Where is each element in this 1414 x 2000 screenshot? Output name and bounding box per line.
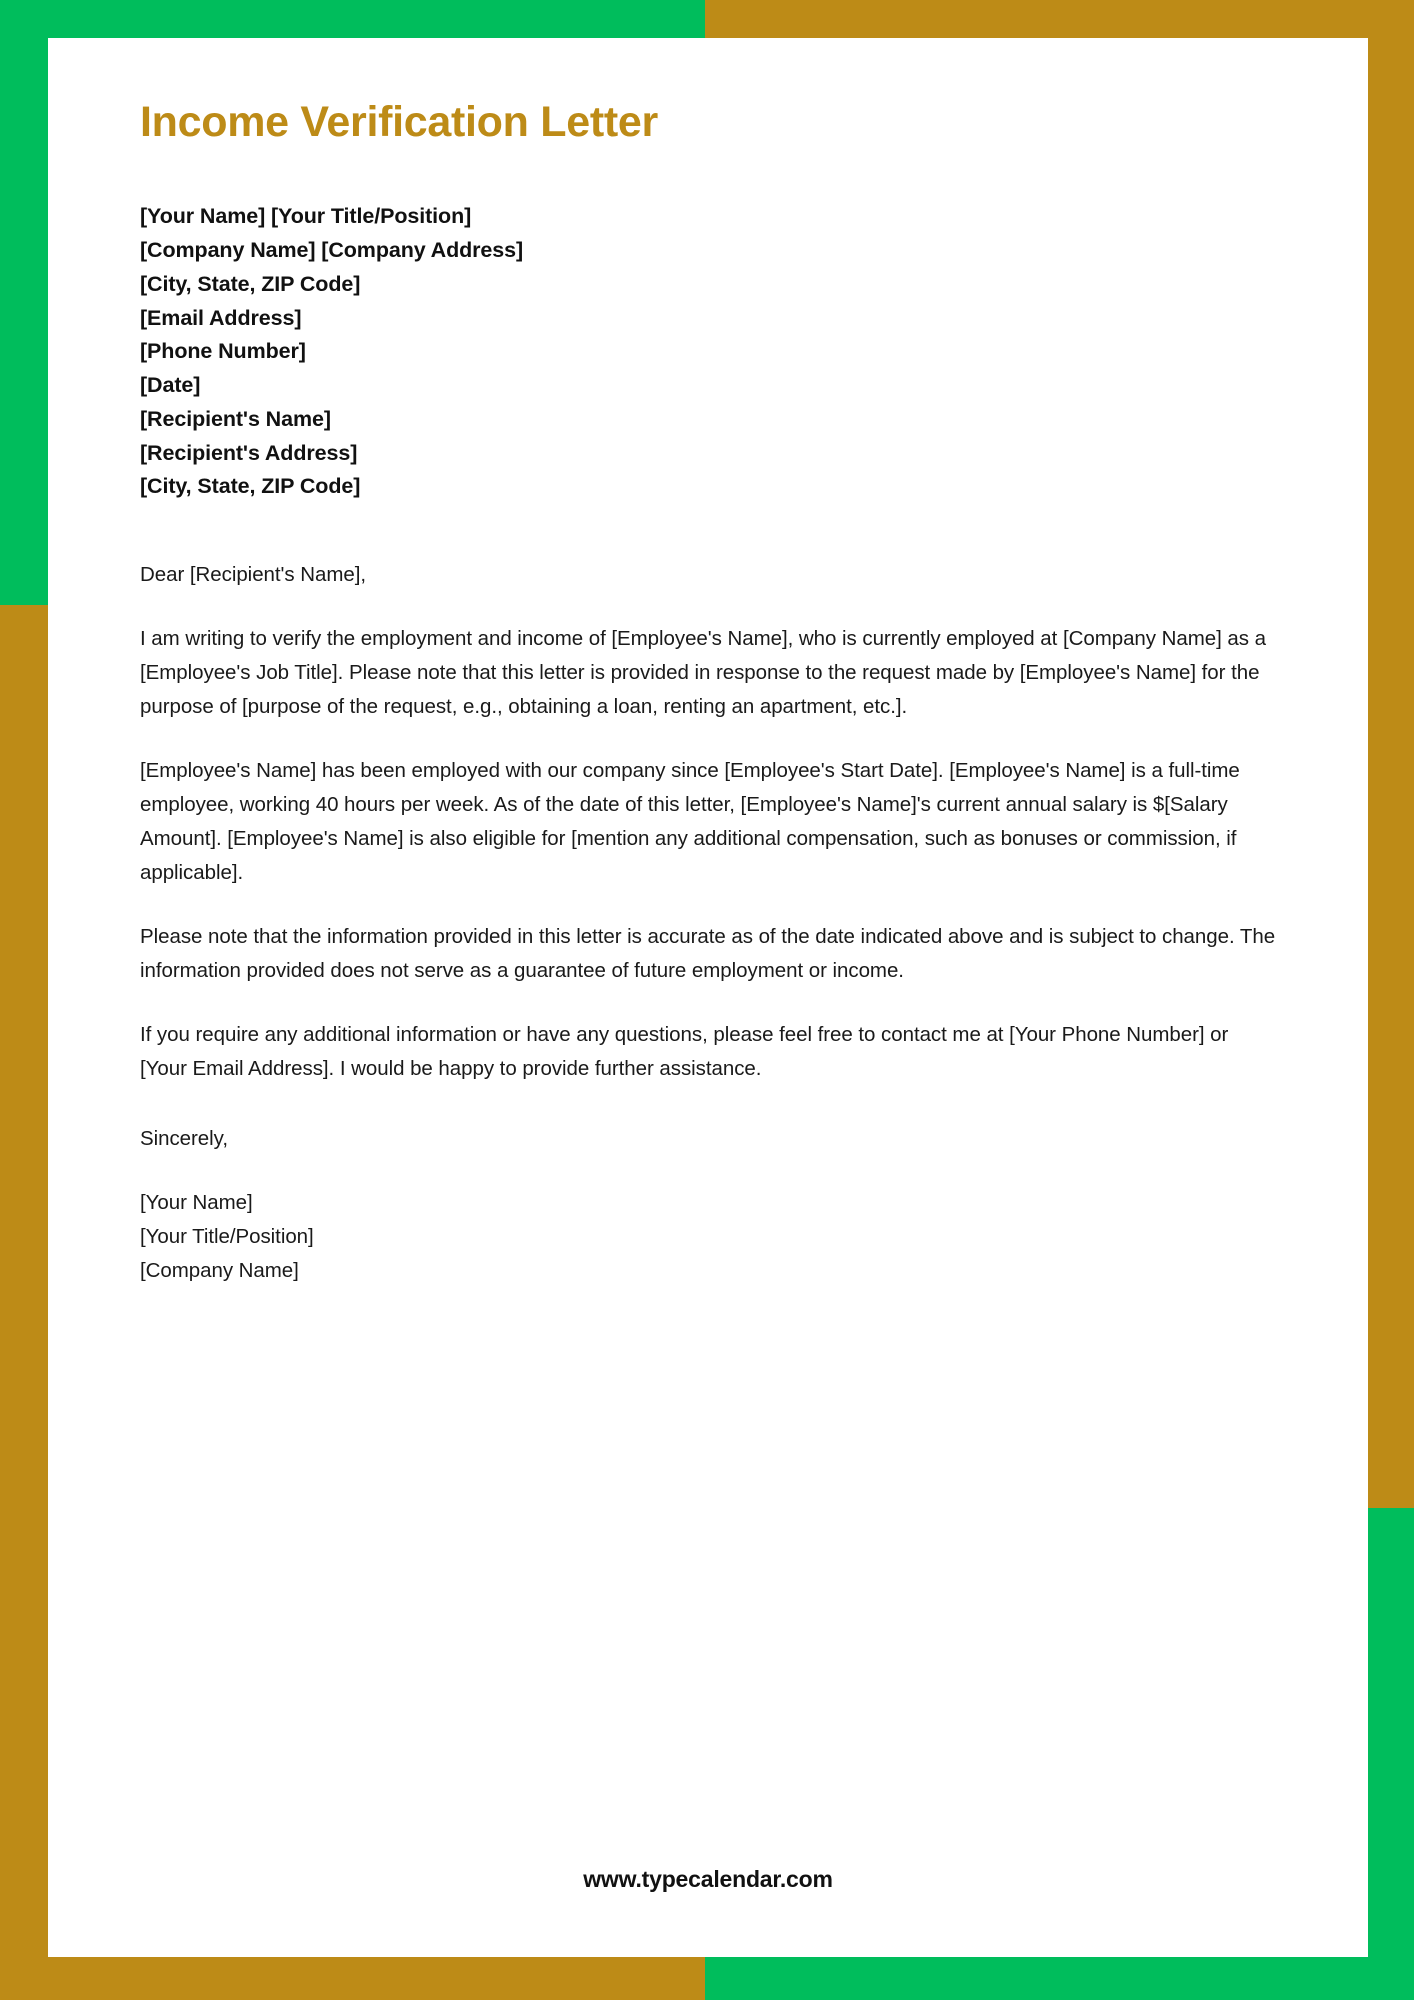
header-line-recipient-address: [Recipient's Address] [140,440,358,465]
letter-header-block [140,200,1276,504]
frame-band-top-green [0,0,705,38]
header-line-date: [Date] [140,373,201,398]
paragraph-2: [Employee's Name] has been employed with our company since [Employee's Start Date]. [Employee's Name] is a full-time employee, working 40 hours per week. As of the date of this letter, [Employee's Name]'s current annual salary is $[Salary Amount]. [Employee's Name] is also eligible for [mention any additional compensation, such as bonuses or commission, if applicable]. [140,759,1240,885]
header-line-sender-name: [Your Name] [Your Title/Position] [140,204,472,229]
closing: Sincerely, [140,1127,228,1151]
header-line-phone: [Phone Number] [140,339,306,364]
paragraph-4: If you require any additional information or have any questions, please feel free to contact me at [Your Phone Number] or [Your Email Address]. I would be happy to provide further assistance. [140,1023,1229,1081]
header-line-email: [Email Address] [140,305,302,330]
frame-band-right-gold [1368,0,1414,1508]
frame-band-right-green [1368,1508,1414,2000]
signature-name: [Your Name] [140,1191,253,1215]
header-line-recipient-name: [Recipient's Name] [140,406,331,431]
header-line-recipient-city: [City, State, ZIP Code] [140,474,361,499]
footer-website: www.typecalendar.com [583,1866,833,1892]
signature-block [140,1186,1276,1287]
header-line-company-city: [City, State, ZIP Code] [140,271,361,296]
paragraph-3: Please note that the information provided in this letter is accurate as of the date indicated above and is subject to change. The information provided does not serve as a guarantee of future employment or income. [140,925,1276,983]
frame-band-left-green [0,0,48,605]
frame-band-bottom-gold [0,1957,705,2000]
page-title: Income Verification Letter [140,98,658,146]
frame-band-left-gold [0,605,48,2000]
letter-card [48,38,1368,1957]
signature-company: [Company Name] [140,1258,299,1282]
header-line-company: [Company Name] [Company Address] [140,238,524,263]
salutation: Dear [Recipient's Name], [140,563,367,587]
signature-title: [Your Title/Position] [140,1225,314,1249]
frame-band-bottom-green [705,1957,1414,2000]
letter-body [140,558,1276,1287]
frame-band-top-gold [705,0,1414,38]
paragraph-1: I am writing to verify the employment and income of [Employee's Name], who is currently employed at [Company Name] as a [Employee's Job Title]. Please note that this letter is provided in response to the request made by [Employee's Name] for the purpose of [purpose of the request, e.g., obtaining a loan, renting an apartment, etc.]. [140,627,1266,719]
